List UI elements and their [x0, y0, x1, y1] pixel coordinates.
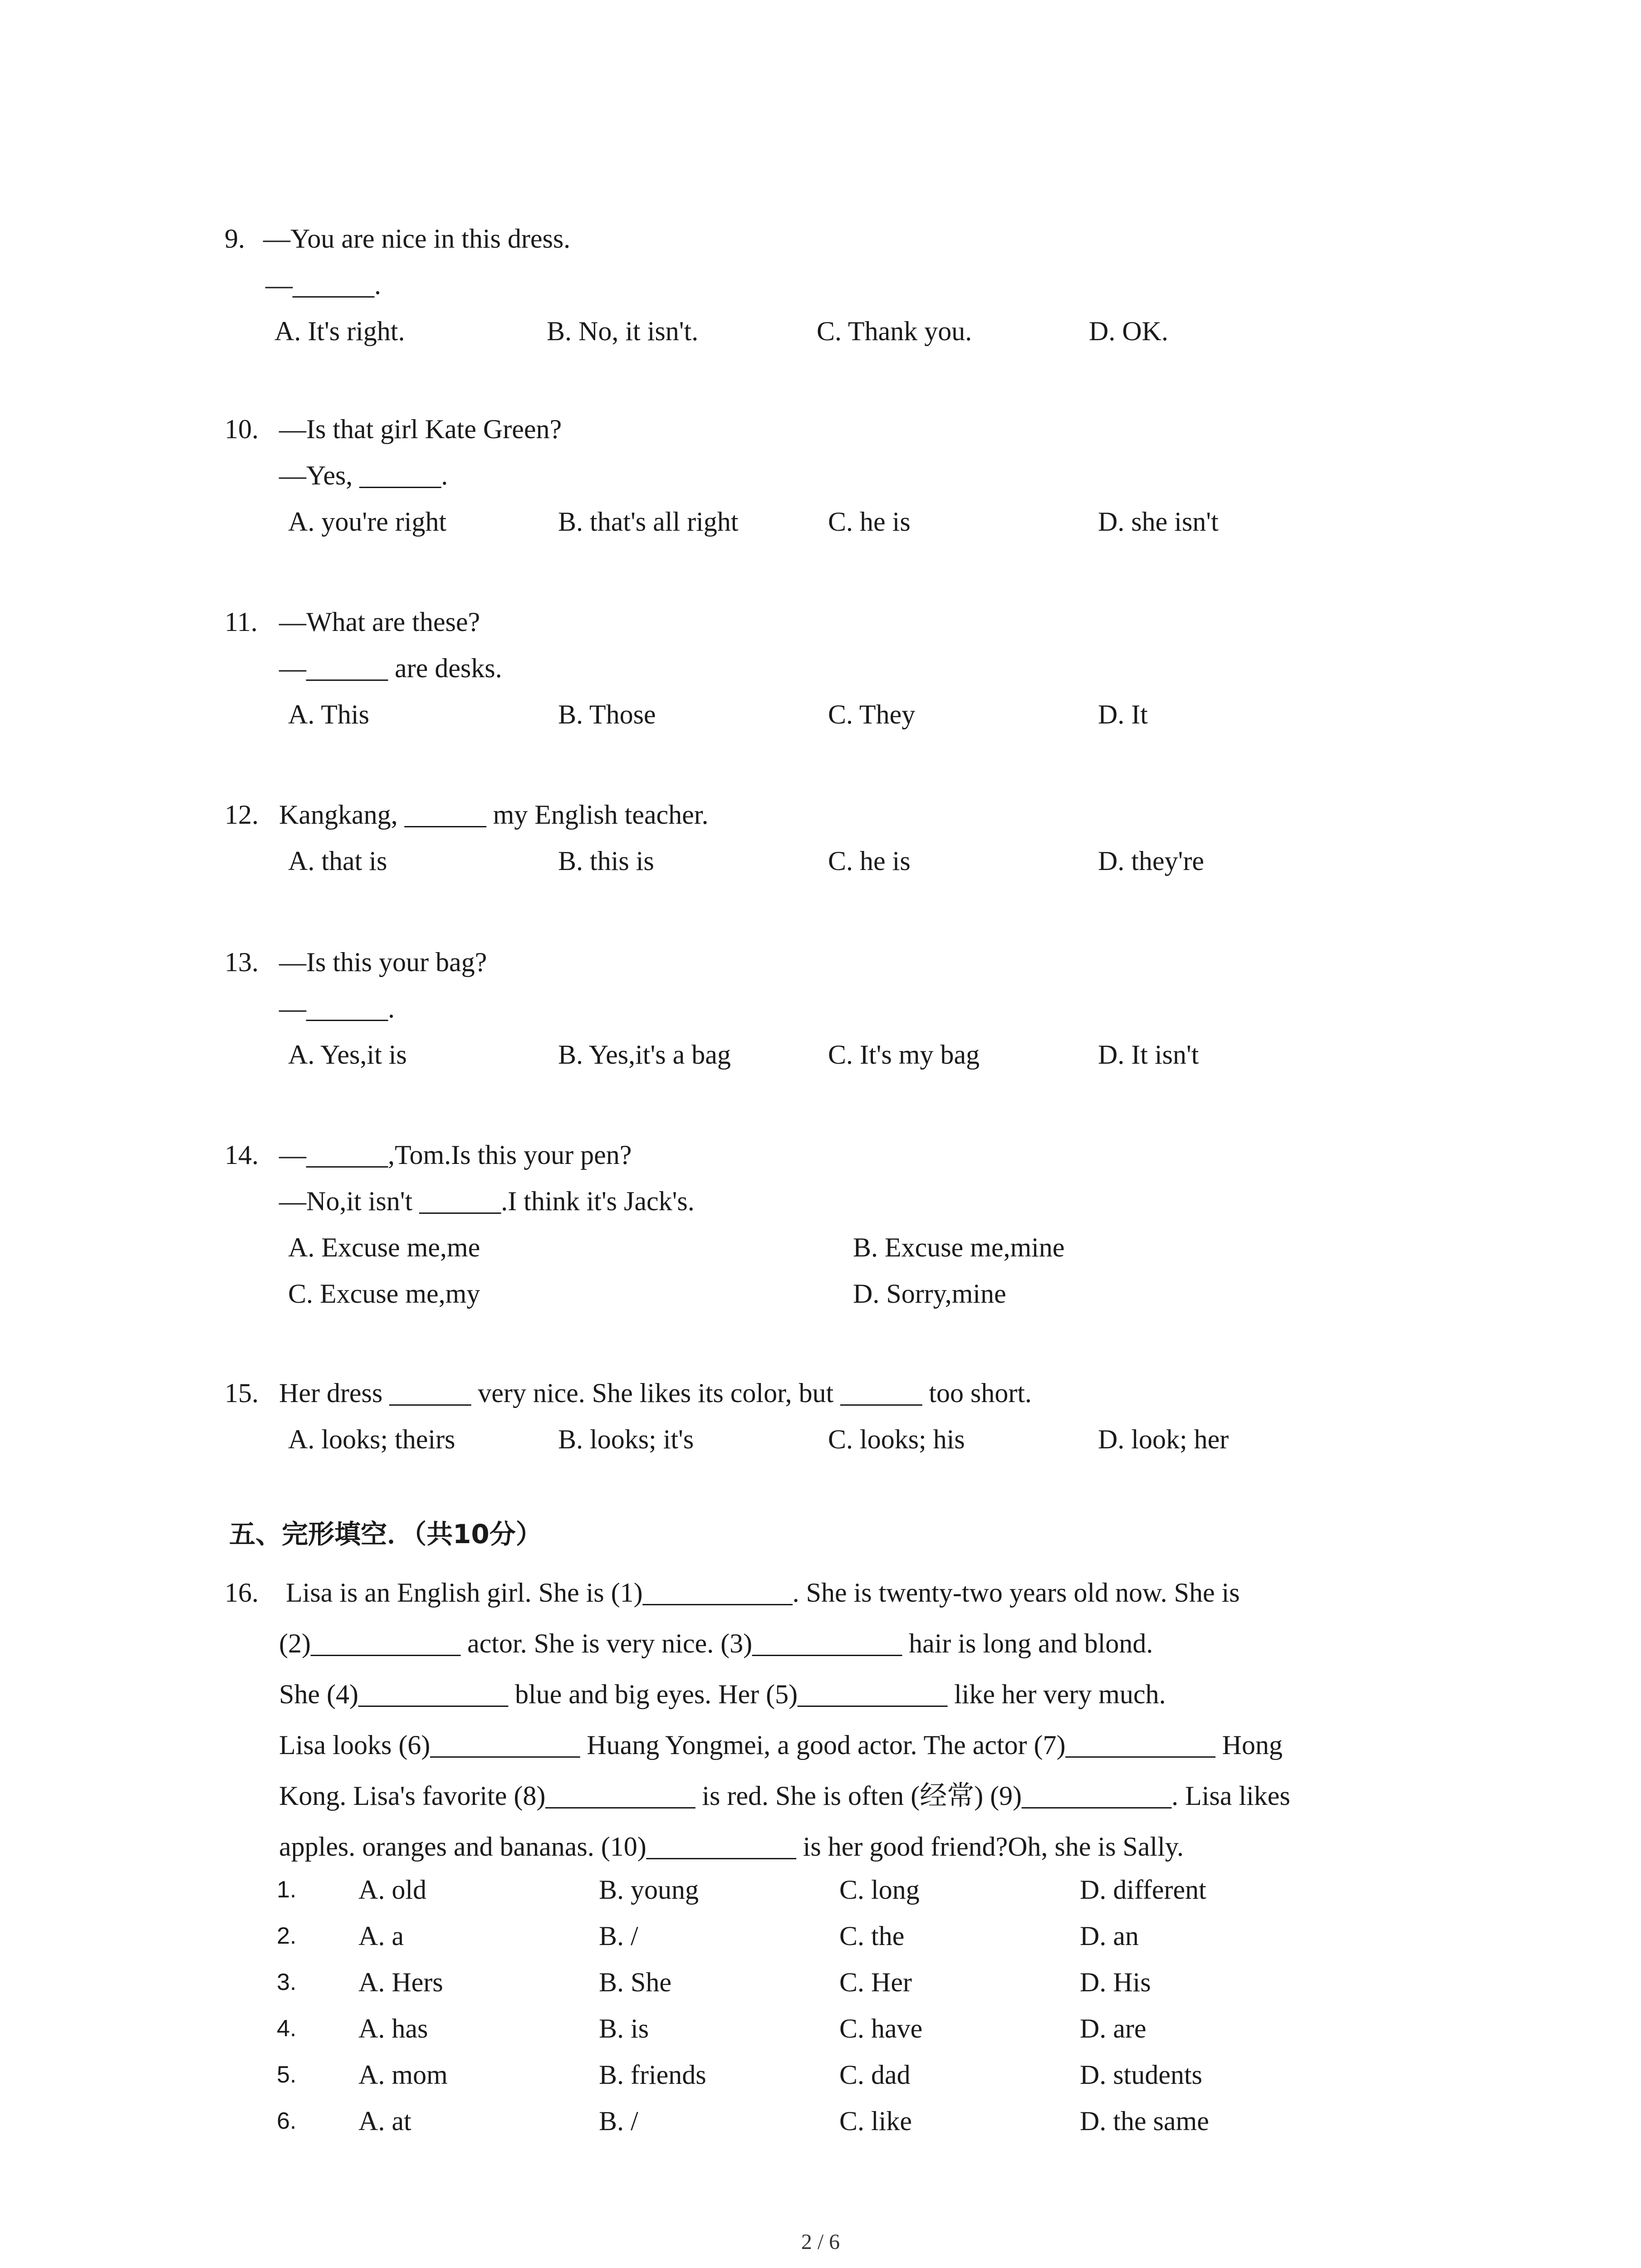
question-stem: —What are these?	[279, 607, 480, 637]
option-d: D. Sorry,mine	[853, 1279, 1006, 1309]
question-answer-line: —______ are desks.	[279, 653, 502, 683]
option-c: C. like	[839, 2106, 912, 2136]
question-answer-line: —______.	[279, 993, 395, 1023]
option-b: B. this is	[558, 846, 654, 876]
option-c: C. It's my bag	[828, 1040, 980, 1070]
question-number: 14.	[225, 1140, 259, 1170]
option-d: D. an	[1080, 1921, 1139, 1951]
option-b: B. looks; it's	[558, 1424, 694, 1454]
question-stem: —______,Tom.Is this your pen?	[279, 1140, 632, 1170]
question-number: 15.	[225, 1378, 259, 1408]
item-number: 6.	[277, 2108, 297, 2134]
option-d: D. they're	[1098, 846, 1205, 876]
option-a: A. looks; theirs	[288, 1424, 456, 1454]
item-number: 5.	[277, 2062, 297, 2088]
question-number: 10.	[225, 414, 259, 444]
page-number: 2 / 6	[801, 2230, 840, 2254]
option-b: B. that's all right	[558, 507, 739, 537]
option-d: D. His	[1080, 1967, 1151, 1997]
question-stem: Her dress ______ very nice. She likes its color, but ______ too short.	[279, 1378, 1032, 1408]
option-b: B. Yes,it's a bag	[558, 1040, 731, 1070]
option-a: A. you're right	[288, 507, 447, 537]
option-c: C. dad	[839, 2060, 911, 2090]
option-a: A. that is	[288, 846, 387, 876]
passage-line: She (4)___________ blue and big eyes. Her (5)___________ like her very much.	[279, 1679, 1166, 1709]
passage-line: Kong. Lisa's favorite (8)___________ is red. She is often (经常) (9)___________. Lisa likes	[279, 1781, 1290, 1811]
option-b: B. is	[599, 2014, 649, 2043]
option-b: B. /	[599, 1921, 638, 1951]
option-c: C. Her	[839, 1967, 912, 1997]
option-a: A. at	[358, 2106, 411, 2136]
option-a: A. This	[288, 699, 369, 729]
option-a: A. has	[358, 2014, 428, 2043]
option-b: B. friends	[599, 2060, 706, 2090]
option-c: C. he is	[828, 846, 911, 876]
passage-line: Lisa looks (6)___________ Huang Yongmei, a good actor. The actor (7)___________ Hong	[279, 1730, 1283, 1760]
option-d: D. It	[1098, 699, 1148, 729]
option-d: D. the same	[1080, 2106, 1209, 2136]
option-d: D. she isn't	[1098, 507, 1219, 537]
option-d: D. It isn't	[1098, 1040, 1199, 1070]
option-a: A. Yes,it is	[288, 1040, 407, 1070]
option-c: C. long	[839, 1875, 920, 1905]
passage-line: apples. oranges and bananas. (10)___________ is her good friend?Oh, she is Sally.	[279, 1832, 1184, 1862]
option-d: D. different	[1080, 1875, 1206, 1905]
option-b: B. No, it isn't.	[547, 316, 699, 346]
option-b: B. Those	[558, 699, 656, 729]
option-b: B. Excuse me,mine	[853, 1232, 1065, 1262]
option-b: B. She	[599, 1967, 672, 1997]
option-c: C. the	[839, 1921, 905, 1951]
passage-line: Lisa is an English girl. She is (1)___________. She is twenty-two years old now. She is	[286, 1578, 1240, 1608]
option-c: C. have	[839, 2014, 923, 2043]
option-a: A. old	[358, 1875, 426, 1905]
option-c: C. Excuse me,my	[288, 1279, 480, 1309]
question-stem: Kangkang, ______ my English teacher.	[279, 800, 709, 830]
item-number: 2.	[277, 1923, 297, 1949]
question-stem: —Is that girl Kate Green?	[279, 414, 562, 444]
option-c: C. They	[828, 699, 916, 729]
option-b: B. young	[599, 1875, 699, 1905]
question-number: 16.	[225, 1578, 259, 1608]
question-number: 12.	[225, 800, 259, 830]
option-b: B. /	[599, 2106, 638, 2136]
option-d: D. students	[1080, 2060, 1202, 2090]
question-stem: —Is this your bag?	[279, 947, 487, 977]
question-answer-line: —Yes, ______.	[279, 460, 448, 490]
option-a: A. a	[358, 1921, 404, 1951]
option-a: A. It's right.	[274, 316, 405, 346]
option-a: A. Hers	[358, 1967, 443, 1997]
option-d: D. are	[1080, 2014, 1146, 2043]
option-a: A. Excuse me,me	[288, 1232, 480, 1262]
item-number: 3.	[277, 1969, 297, 1995]
option-c: C. Thank you.	[817, 316, 972, 346]
option-d: D. OK.	[1089, 316, 1168, 346]
section-heading: 五、完形填空．（共10分）	[229, 1519, 542, 1549]
item-number: 4.	[277, 2015, 297, 2042]
question-answer-line: —No,it isn't ______.I think it's Jack's.	[279, 1186, 695, 1216]
option-c: C. looks; his	[828, 1424, 965, 1454]
option-c: C. he is	[828, 507, 911, 537]
passage-line: (2)___________ actor. She is very nice. (3)___________ hair is long and blond.	[279, 1628, 1153, 1658]
option-a: A. mom	[358, 2060, 448, 2090]
question-stem: —You are nice in this dress.	[263, 224, 571, 254]
item-number: 1.	[277, 1877, 297, 1903]
option-d: D. look; her	[1098, 1424, 1229, 1454]
question-number: 11.	[225, 607, 258, 637]
question-number: 13.	[225, 947, 259, 977]
question-answer-line: —______.	[265, 270, 381, 300]
question-number: 9.	[225, 224, 245, 254]
